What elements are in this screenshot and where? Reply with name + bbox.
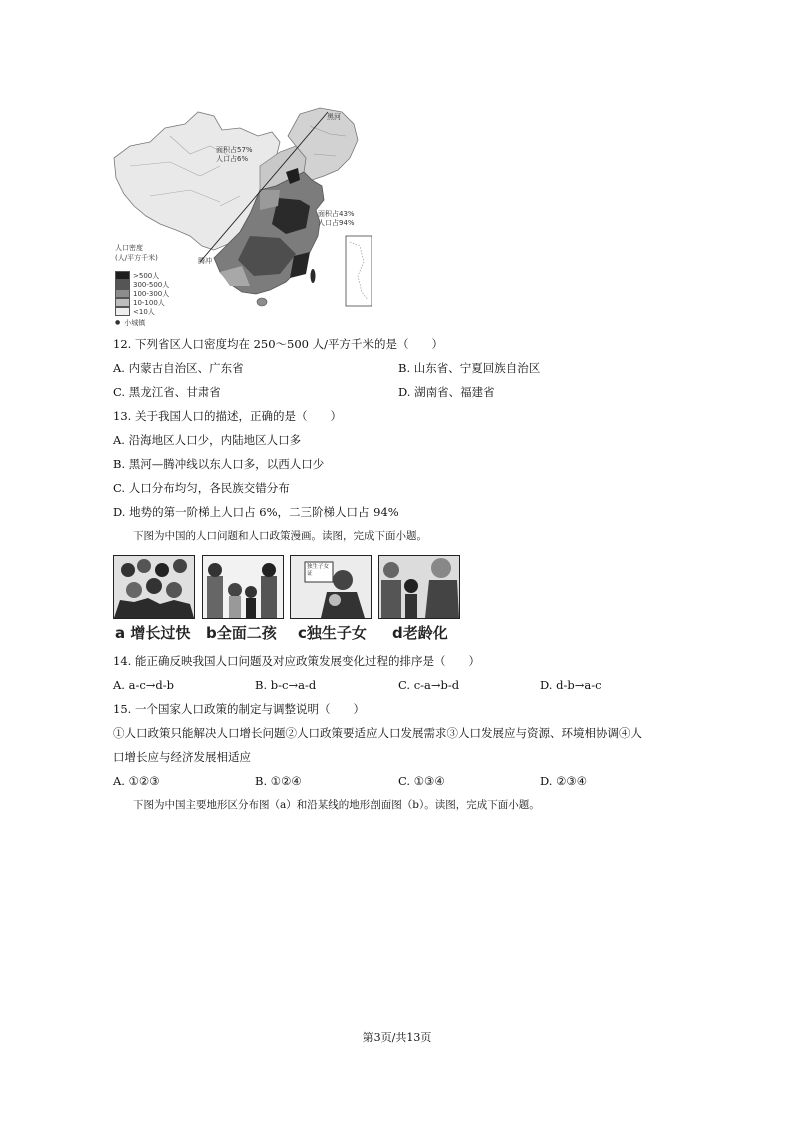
q15-option-b[interactable]: B. ①②④ [255, 774, 302, 788]
legend-label: <10人 [133, 307, 155, 316]
label-tengchong: 腾冲 [198, 257, 212, 265]
legend-town: ● 小城镇 [115, 318, 146, 327]
label-west-area: 面积占57% [216, 146, 253, 154]
south-china-sea-inset [346, 236, 372, 306]
map-legend [115, 243, 205, 327]
q13-stem: 13. 关于我国人口的描述，正确的是（ ） [113, 409, 342, 423]
comic-caption-b: b全面二孩 [206, 624, 277, 642]
comic-panel-c [290, 555, 372, 619]
comic-c-sign: 独生子女证 [307, 564, 330, 577]
q15-body-line2: 口增长应与经济发展相适应 [113, 750, 251, 764]
q15-option-a[interactable]: A. ①②③ [113, 774, 160, 788]
q14-option-c[interactable]: C. c-a→b-d [398, 678, 460, 692]
q13-option-c[interactable]: C. 人口分布均匀，各民族交错分布 [113, 481, 290, 495]
comic-intro: 下图为中国的人口问题和人口政策漫画。读图，完成下面小题。 [133, 530, 427, 542]
comic-panel-b [202, 555, 284, 619]
label-heihe: 黑河 [327, 113, 341, 121]
label-east-pop: 人口占94% [318, 219, 355, 227]
page-footer: 第3页/共13页 [362, 1031, 432, 1044]
comic-panel-d [378, 555, 460, 619]
q13-option-b[interactable]: B. 黑河—腾冲线以东人口多，以西人口少 [113, 457, 325, 471]
comic-panel-a [113, 555, 195, 619]
legend-swatch [115, 307, 130, 316]
legend-swatch [115, 298, 130, 307]
q14-option-b[interactable]: B. b-c→a-d [255, 678, 317, 692]
label-east-area: 面积占43% [318, 210, 355, 218]
q14-stem: 14. 能正确反映我国人口问题及对应政策发展变化过程的排序是（ ） [113, 654, 480, 668]
q12-stem: 12. 下列省区人口密度均在 250～500 人/平方千米的是（ ） [113, 337, 444, 351]
legend-label: 300-500人 [133, 280, 170, 289]
q15-body-line1: ①人口政策只能解决人口增长问题②人口政策要适应人口发展需求③人口发展应与资源、环境相协调④人 [113, 726, 642, 740]
comic-caption-a: a 增长过快 [115, 624, 191, 642]
comic-caption-c: c独生子女 [298, 624, 367, 642]
legend-label: 100-300人 [133, 289, 170, 298]
q12-option-c[interactable]: C. 黑龙江省、甘肃省 [113, 385, 221, 399]
q14-option-a[interactable]: A. a-c→d-b [113, 678, 175, 692]
legend-unit: (人/平方千米) [115, 254, 158, 262]
q13-option-a[interactable]: A. 沿海地区人口少，内陆地区人口多 [113, 433, 302, 447]
q12-option-a[interactable]: A. 内蒙古自治区、广东省 [113, 361, 244, 375]
q13-option-d[interactable]: D. 地势的第一阶梯上人口占 6%，二三阶梯人口占 94% [113, 505, 399, 519]
legend-swatch [115, 271, 130, 280]
legend-swatch [115, 280, 130, 289]
legend-title: 人口密度 [115, 244, 143, 252]
legend-label: >500人 [133, 271, 160, 280]
legend-label: 10-100人 [133, 298, 165, 307]
legend-item [115, 298, 205, 307]
q15-option-c[interactable]: C. ①③④ [398, 774, 445, 788]
q15-stem: 15. 一个国家人口政策的制定与调整说明（ ） [113, 702, 365, 716]
q15-option-d[interactable]: D. ②③④ [540, 774, 588, 788]
q12-option-d[interactable]: D. 湖南省、福建省 [398, 385, 495, 399]
legend-item [115, 307, 205, 316]
label-west-pop: 人口占6% [216, 155, 249, 163]
terrain-intro: 下图为中国主要地形区分布图（a）和沿某线的地形剖面图（b）。读图，完成下面小题。 [133, 799, 540, 811]
q12-option-b[interactable]: B. 山东省、宁夏回族自治区 [398, 361, 541, 375]
legend-swatch [115, 289, 130, 298]
comic-caption-d: d老龄化 [392, 624, 448, 642]
q14-option-d[interactable]: D. d-b→a-c [540, 678, 602, 692]
